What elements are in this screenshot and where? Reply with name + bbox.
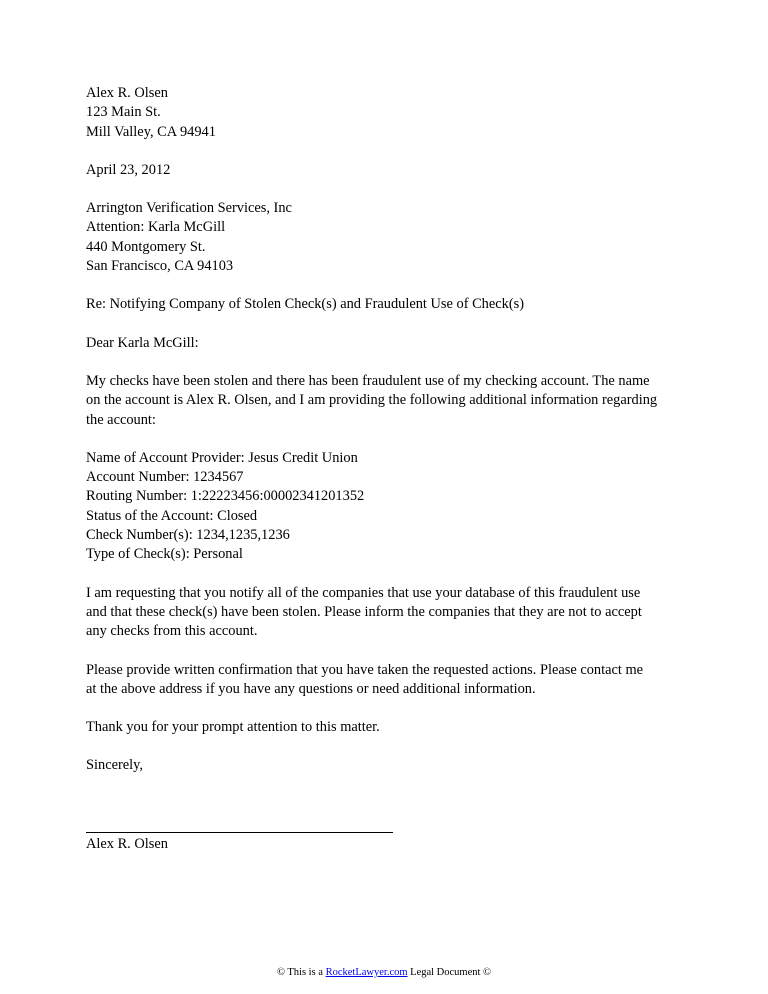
recipient-company: Arrington Verification Services, Inc [86,200,292,217]
signature-line [86,832,393,833]
rocketlawyer-link[interactable]: RocketLawyer.com [325,967,408,978]
paragraph-1-line: My checks have been stolen and there has been fraudulent use of my checking account. The name [86,372,650,389]
account-details [86,449,706,565]
letter-body [86,84,706,854]
paragraph-1-line: on the account is Alex R. Olsen, and I am providing the following additional information regarding [86,392,658,409]
date-text: April 23, 2012 [86,161,171,178]
footer-suffix: Legal Document © [407,967,492,978]
sender-name: Alex R. Olsen [86,85,168,101]
paragraph-3 [86,661,706,700]
paragraph-3-line: Please provide written confirmation that you have taken the requested actions. Please contact me [86,661,644,678]
check-type: Type of Check(s): Personal [86,546,243,563]
paragraph-2 [86,584,706,642]
paragraph-1 [86,372,706,430]
paragraph-2-line: any checks from this account. [86,623,258,640]
subject-text: Re: Notifying Company of Stolen Check(s) and Fraudulent Use of Check(s) [86,296,525,313]
closing-text: Sincerely, [86,757,144,774]
sender-address [86,84,706,142]
recipient-street: 440 Montgomery St. [86,238,206,255]
salutation-text: Dear Karla McGill: [86,334,199,351]
footer-prefix: © This is a [276,967,326,978]
subject-line [86,295,706,314]
salutation [86,334,706,353]
signature-block [86,832,706,854]
paragraph-4-text: Thank you for your prompt attention to this matter. [86,719,380,736]
recipient-attention: Attention: Karla McGill [86,219,226,236]
account-number: Account Number: 1234567 [86,469,244,486]
signature-name: Alex R. Olsen [86,835,168,852]
document-footer [0,966,768,980]
account-status: Status of the Account: Closed [86,507,258,524]
account-provider: Name of Account Provider: Jesus Credit Union [86,449,358,466]
check-numbers: Check Number(s): 1234,1235,1236 [86,527,290,544]
paragraph-4 [86,718,706,737]
signature-space [86,776,706,832]
letter-date [86,161,706,180]
paragraph-2-line: I am requesting that you notify all of the companies that use your database of this fraudulent use [86,584,641,601]
closing [86,756,706,775]
recipient-city-state-zip: San Francisco, CA 94103 [86,258,234,275]
sender-city-state-zip: Mill Valley, CA 94941 [86,123,216,140]
routing-number: Routing Number: 1:22223456:00002341201352 [86,488,365,505]
sender-street: 123 Main St. [86,104,161,121]
paragraph-2-line: and that these check(s) have been stolen. Please inform the companies that they are not to accept [86,603,642,620]
paragraph-3-line: at the above address if you have any questions or need additional information. [86,680,536,697]
recipient-address [86,199,706,276]
paragraph-1-line: the account: [86,411,156,428]
